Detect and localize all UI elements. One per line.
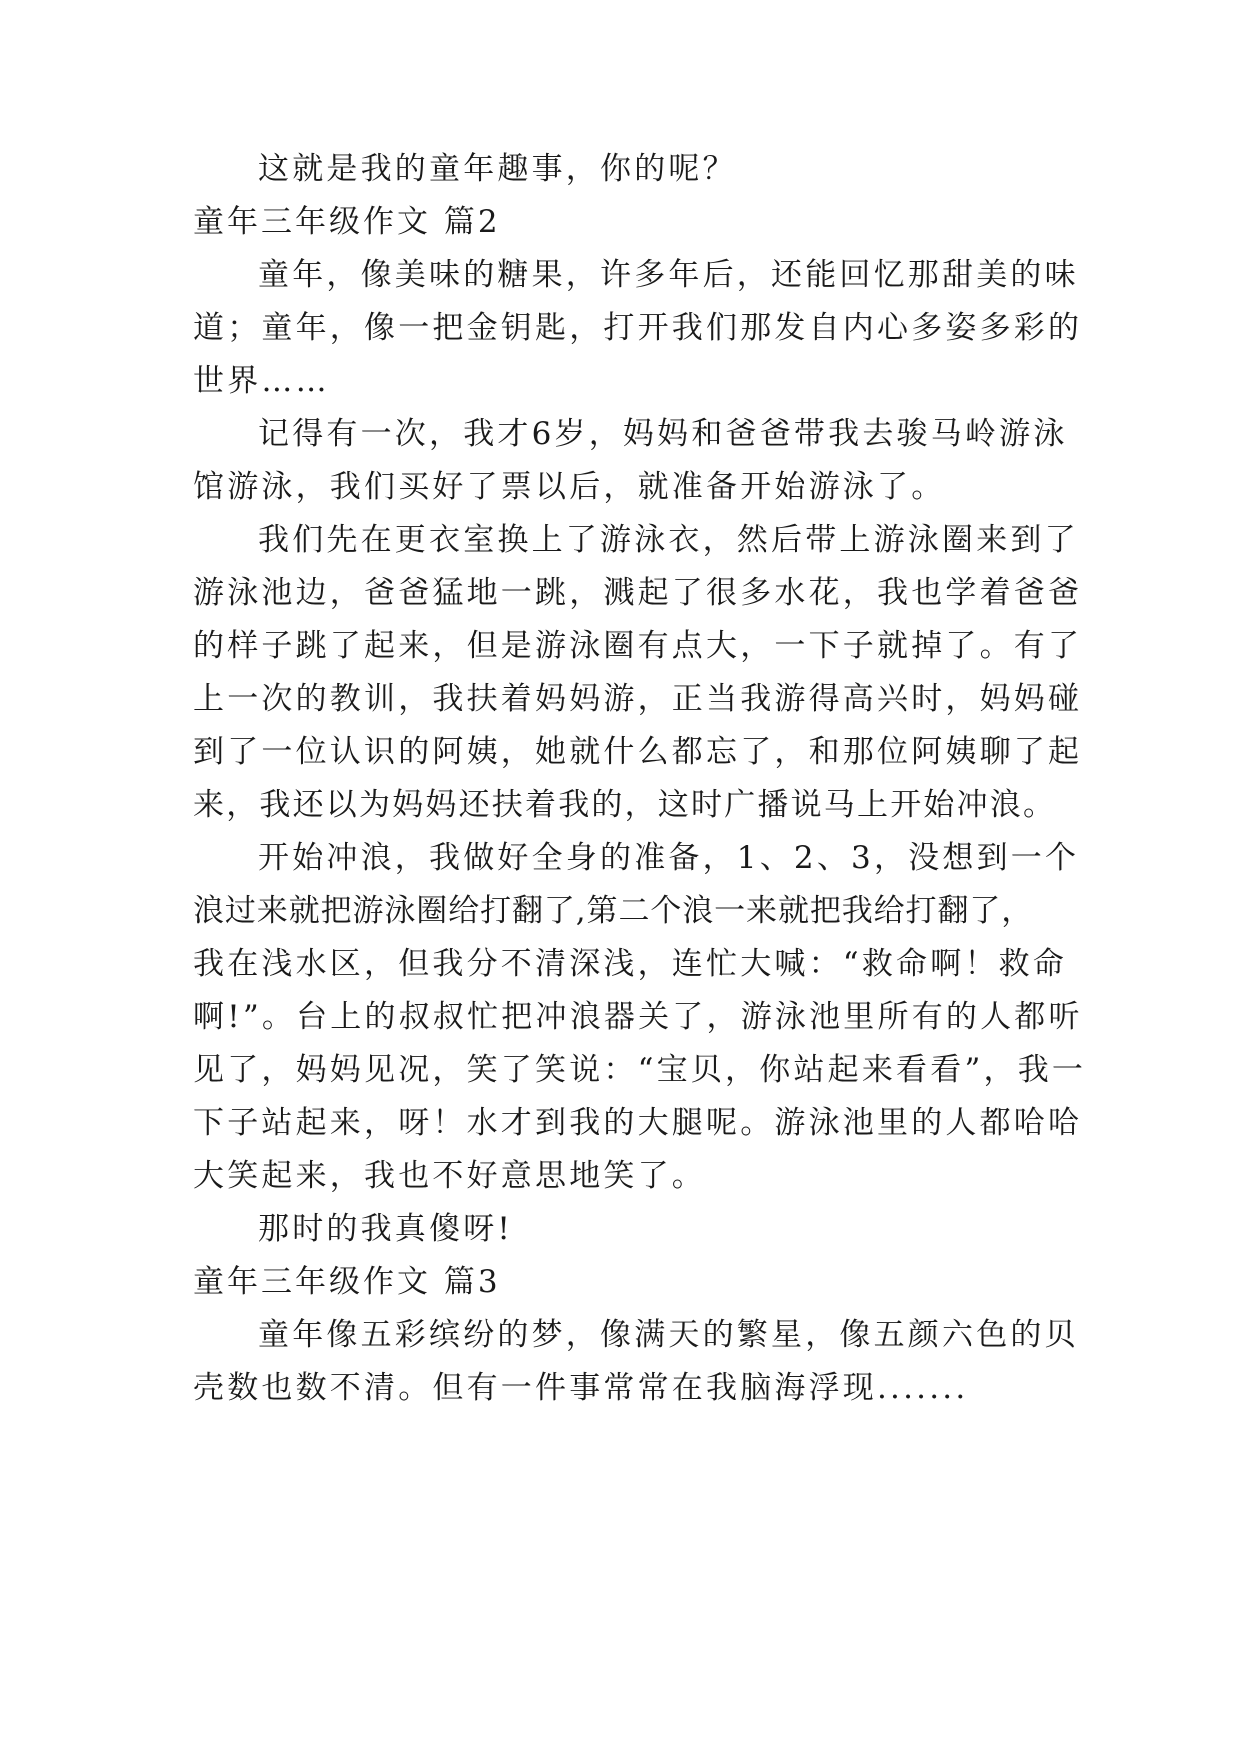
paragraph-line: 记得有一次，我才6岁，妈妈和爸爸带我去骏马岭游泳 bbox=[258, 416, 1068, 452]
paragraph-line: 我们先在更衣室换上了游泳衣，然后带上游泳圈来到了 bbox=[258, 522, 1079, 558]
paragraph-line: 游泳池边，爸爸猛地一跳，溅起了很多水花，我也学着爸爸 bbox=[193, 575, 1083, 611]
section-heading: 童年三年级作文 篇2 bbox=[193, 204, 501, 240]
paragraph-line: 那时的我真傻呀! bbox=[258, 1211, 514, 1247]
section-heading: 童年三年级作文 篇3 bbox=[193, 1264, 501, 1300]
paragraph-line: 馆游泳，我们买好了票以后，就准备开始游泳了。 bbox=[193, 469, 946, 505]
paragraph-line: 道；童年，像一把金钥匙，打开我们那发自内心多姿多彩的 bbox=[193, 310, 1083, 346]
paragraph-line: 这就是我的童年趣事，你的呢？ bbox=[258, 151, 737, 187]
paragraph-line: 上一次的教训，我扶着妈妈游，正当我游得高兴时，妈妈碰 bbox=[193, 681, 1083, 717]
paragraph-line: 壳数也数不清。但有一件事常常在我脑海浮现....... bbox=[193, 1370, 969, 1406]
paragraph-line: 来，我还以为妈妈还扶着我的，这时广播说马上开始冲浪。 bbox=[193, 787, 1057, 823]
paragraph-line: 开始冲浪，我做好全身的准备，1、2、3，没想到一个 bbox=[258, 840, 1080, 876]
paragraph-line: 童年，像美味的糖果，许多年后，还能回忆那甜美的味 bbox=[258, 257, 1079, 293]
paragraph-line: 啊!”。台上的叔叔忙把冲浪器关了，游泳池里所有的人都听 bbox=[193, 999, 1083, 1035]
paragraph-line: 见了，妈妈见况，笑了笑说：“宝贝，你站起来看看”，我一 bbox=[193, 1052, 1087, 1088]
paragraph-line: 到了一位认识的阿姨，她就什么都忘了，和那位阿姨聊了起 bbox=[193, 734, 1083, 770]
paragraph-line: 大笑起来，我也不好意思地笑了。 bbox=[193, 1158, 706, 1194]
paragraph-line: 的样子跳了起来，但是游泳圈有点大，一下子就掉了。有了 bbox=[193, 628, 1083, 664]
paragraph-line: 童年像五彩缤纷的梦，像满天的繁星，像五颜六色的贝 bbox=[258, 1317, 1079, 1353]
paragraph-line: 浪过来就把游泳圈给打翻了,第二个浪一来就把我给打翻了， bbox=[193, 893, 1034, 929]
paragraph-line: 下子站起来，呀！水才到我的大腿呢。游泳池里的人都哈哈 bbox=[193, 1105, 1083, 1141]
paragraph-line: 世界…… bbox=[193, 363, 330, 399]
paragraph-line: 我在浅水区，但我分不清深浅，连忙大喊：“救命啊！救命 bbox=[193, 946, 1068, 982]
